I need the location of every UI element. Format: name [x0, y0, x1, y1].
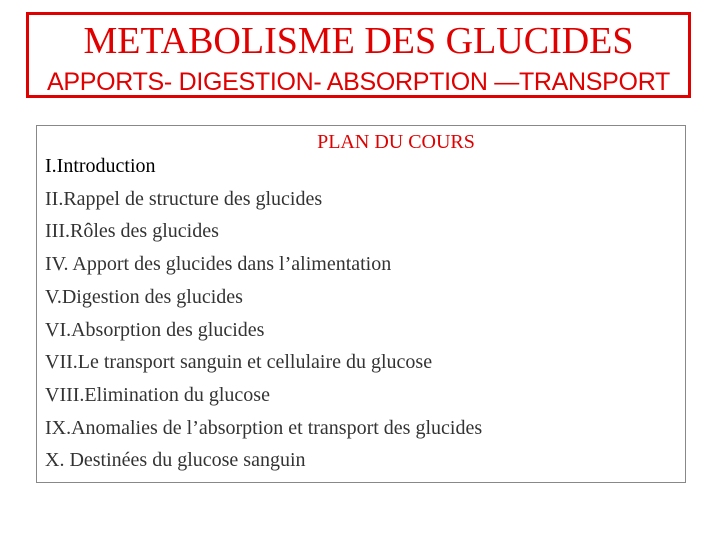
- page-title: METABOLISME DES GLUCIDES: [83, 20, 634, 62]
- plan-item-destinees: X. Destinées du glucose sanguin: [45, 449, 306, 472]
- plan-item-structure: II.Rappel de structure des glucides: [45, 187, 323, 210]
- plan-box: [36, 125, 686, 483]
- title-box: [26, 12, 691, 98]
- plan-item-apport: IV. Apport des glucides dans l’alimentation: [45, 253, 392, 276]
- plan-item-roles: III.Rôles des glucides: [45, 220, 219, 243]
- plan-item-transport: VII.Le transport sanguin et cellulaire du glucose: [45, 351, 433, 374]
- plan-item-absorption: VI.Absorption des glucides: [45, 318, 265, 341]
- plan-item-elimination: VIII.Elimination du glucose: [45, 383, 270, 406]
- plan-item-anomalies: IX.Anomalies de l’absorption et transport des glucides: [45, 416, 483, 439]
- plan-list: [45, 150, 482, 477]
- plan-item-introduction: I.Introduction: [45, 155, 156, 177]
- plan-title: PLAN DU COURS: [317, 131, 475, 153]
- page-subtitle: APPORTS- DIGESTION- ABSORPTION —TRANSPORT: [47, 68, 670, 96]
- plan-item-digestion: V.Digestion des glucides: [45, 285, 243, 308]
